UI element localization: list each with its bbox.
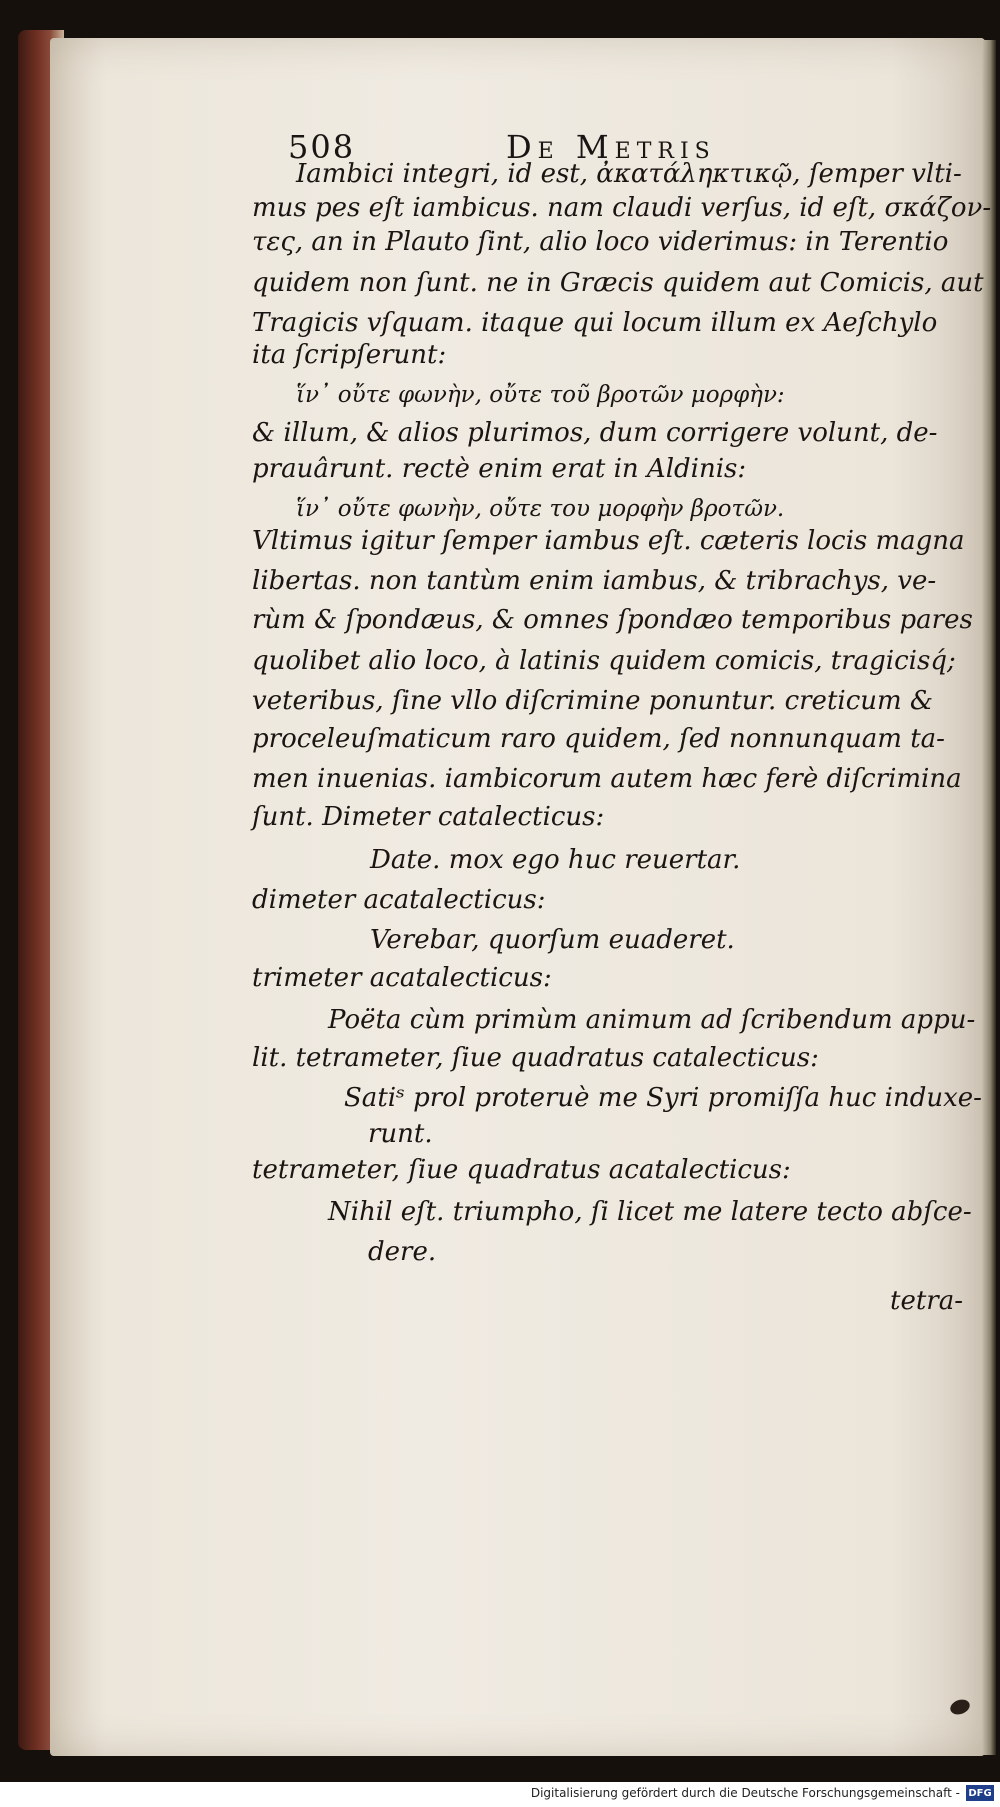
- text-line: quidem non ſunt. ne in Græcis quidem aut Comicis, aut: [252, 268, 984, 298]
- running-title: De Metris: [506, 128, 716, 166]
- text-line: proceleuſmaticum raro quidem, ſed nonnunquam ta-: [252, 724, 945, 754]
- text-line: dimeter acatalecticus:: [252, 885, 546, 915]
- verse-example: Date. mox ego huc reuertar.: [370, 845, 741, 875]
- text-line: tetrameter, ſiue quadratus acatalecticus:: [252, 1155, 791, 1185]
- verse-example: Nihil eſt. triumpho, ſi licet me latere tecto abſce-: [328, 1197, 972, 1227]
- text-line: veteribus, ſine vllo diſcrimine ponuntur. creticum &: [252, 686, 934, 716]
- text-line: prauârunt. rectè enim erat in Aldinis:: [252, 454, 747, 484]
- page-number: 508: [288, 128, 356, 166]
- page-edge: [982, 40, 996, 1755]
- greek-verse: ἵν᾽ οὔτε φωνὴν, οὔτε τοῦ βροτῶν μορφὴν:: [296, 382, 785, 408]
- text-line: lit. tetrameter, ſiue quadratus catalecticus:: [252, 1043, 819, 1073]
- catchword: tetra-: [890, 1286, 963, 1316]
- footer-credit: Digitalisierung gefördert durch die Deutsche Forschungsgemeinschaft -: [530, 1786, 960, 1800]
- text-line: & illum, & alios plurimos, dum corrigere volunt, de-: [252, 418, 938, 448]
- text-line: rùm & ſpondæus, & omnes ſpondæo temporibus pares: [252, 605, 973, 635]
- text-line: Tragicis vſquam. itaque qui locum illum ex Aeſchylo: [252, 308, 938, 338]
- greek-verse: ἵν᾽ οὔτε φωνὴν, οὔτε του μορφὴν βροτῶν.: [296, 496, 785, 522]
- text-line: libertas. non tantùm enim iambus, & tribrachys, ve-: [252, 566, 937, 596]
- verse-example: Verebar, quorſum euaderet.: [370, 925, 735, 955]
- text-line: men inuenias. iambicorum autem hæc ferè diſcrimina: [252, 764, 962, 794]
- text-line: τες, an in Plauto ſint, alio loco viderimus: in Terentio: [252, 227, 949, 257]
- verse-example: Satiˢ prol proteruè me Syri promiſſa huc induxe-: [344, 1083, 982, 1113]
- text-line: ita ſcripſerunt:: [252, 340, 447, 370]
- text-line: mus pes eſt iambicus. nam claudi verſus, id eſt, σκάζον-: [252, 193, 992, 223]
- text-line: trimeter acatalecticus:: [252, 963, 552, 993]
- text-line: ſunt. Dimeter catalecticus:: [252, 802, 605, 832]
- verse-example: dere.: [368, 1237, 437, 1267]
- verse-example: Poëta cùm primùm animum ad ſcribendum appu-: [328, 1005, 976, 1035]
- text-line: Vltimus igitur ſemper iambus eſt. cæteris locis magna: [252, 526, 965, 556]
- text-line: quolibet alio loco, à latinis quidem comicis, tragicisq́;: [252, 646, 956, 676]
- verse-example: runt.: [368, 1119, 433, 1149]
- text-line: Iambici integri, id est, ἀκατάληκτικῷ, ſemper vlti-: [296, 159, 962, 189]
- dfg-logo: DFG: [966, 1785, 994, 1801]
